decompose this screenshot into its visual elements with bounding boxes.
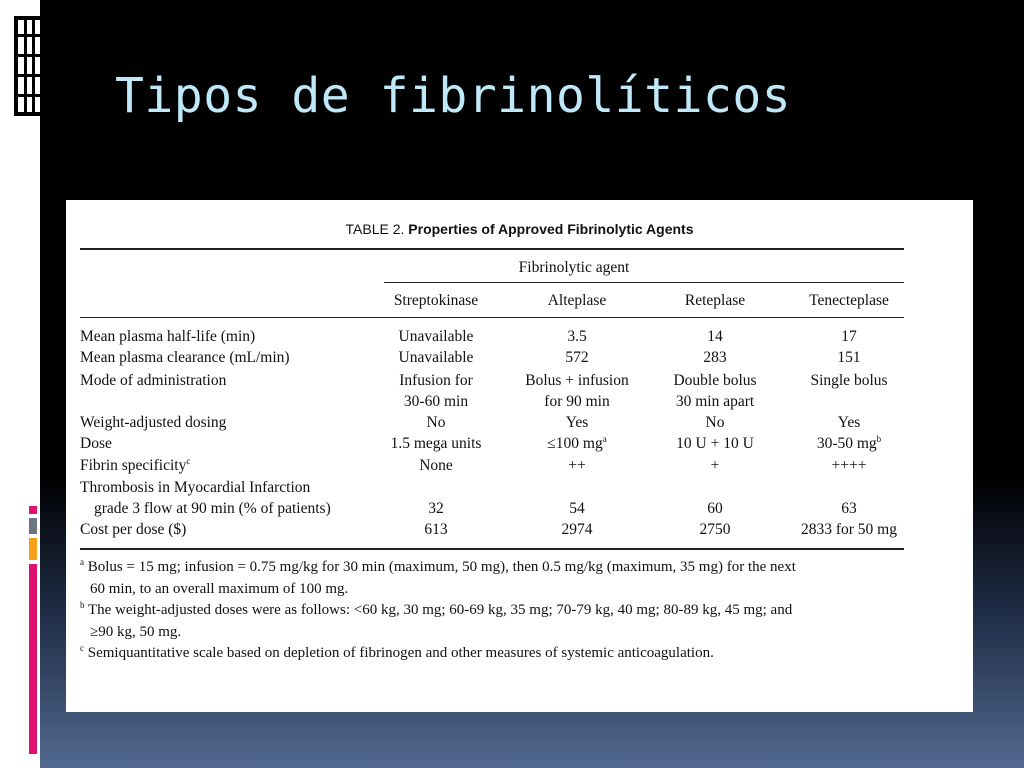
cell-text: ≤100 mg	[547, 435, 603, 452]
footnote-mark: b	[80, 600, 85, 610]
table-cell: Unavailable	[398, 328, 474, 345]
footnote-c	[80, 643, 910, 665]
table-cell: Unavailable	[398, 349, 474, 366]
footnote-line	[80, 600, 910, 622]
top-rule	[80, 248, 904, 250]
caption-title: Properties of Approved Fibrinolytic Agents	[408, 221, 694, 237]
table-cell: 63	[841, 500, 857, 517]
row-label-half-life: Mean plasma half-life (min)	[80, 328, 256, 345]
table-cell: 1.5 mega units	[390, 435, 482, 452]
row-label-timi: Thrombosis in Myocardial Infarction	[80, 479, 311, 496]
table-cell: No	[705, 414, 725, 431]
table-cell: 151	[837, 349, 861, 366]
footnote-text: Semiquantitative scale based on depletion of fibrinogen and other measures of systemic anticoagulation.	[87, 645, 714, 661]
column-header-alteplase: Alteplase	[547, 292, 607, 309]
table-cell: 3.5	[567, 328, 587, 345]
table-image-panel	[66, 200, 973, 712]
column-header-tenecteplase: Tenecteplase	[809, 292, 889, 309]
table-cell: None	[419, 457, 453, 474]
left-decor-strip	[0, 0, 40, 768]
table-cell: ++++	[831, 457, 867, 474]
group-rule	[384, 282, 904, 283]
table-cell: 60	[707, 500, 723, 517]
table-cell: 2974	[561, 521, 593, 538]
table-cell: 613	[424, 521, 448, 538]
table-cell	[779, 433, 919, 454]
table-cell: Yes	[565, 414, 589, 431]
table-cell: 54	[569, 500, 585, 517]
table-cell: for 90 min	[544, 393, 610, 410]
header-rule	[80, 317, 904, 318]
row-label-clearance: Mean plasma clearance (mL/min)	[80, 349, 290, 366]
footnote-mark: c	[80, 643, 84, 653]
row-label-cost: Cost per dose ($)	[80, 521, 187, 538]
cell-text: 30-50 mg	[816, 435, 877, 452]
footnote-line: ≥90 kg, 50 mg.	[90, 623, 182, 640]
row-label-timi-line2: grade 3 flow at 90 min (% of patients)	[94, 500, 331, 517]
table-cell: 30-60 min	[403, 393, 469, 410]
slide-title: Tipos de fibrinolíticos	[115, 68, 792, 124]
accent-bar-pink-long	[29, 564, 37, 754]
table-cell: 30 min apart	[675, 393, 755, 410]
table-cell: 17	[841, 328, 857, 345]
accent-bar-pink	[29, 506, 37, 514]
accent-bar-orange	[29, 538, 37, 560]
footnote-mark: a	[80, 557, 84, 567]
table-cell: Infusion for	[399, 372, 473, 389]
table-cell: 14	[707, 328, 723, 345]
table-cell: 10 U + 10 U	[676, 435, 754, 452]
label-text: Fibrin specificity	[80, 457, 187, 474]
row-label-weight-adjusted: Weight-adjusted dosing	[80, 414, 227, 431]
footnote-line	[80, 643, 910, 665]
table-cell	[507, 433, 647, 454]
accent-bar-gray	[29, 518, 37, 534]
window-logo-icon	[14, 16, 40, 116]
footnote-mark: a	[602, 433, 607, 444]
table-cell: Bolus + infusion	[525, 372, 629, 389]
footnote-mark: b	[876, 433, 882, 444]
caption-prefix: TABLE 2.	[345, 221, 405, 237]
table-cell: ++	[568, 457, 586, 474]
footnote-line: 60 min, to an overall maximum of 100 mg.	[90, 580, 349, 597]
footnote-a	[80, 557, 910, 600]
row-label-mode: Mode of administration	[80, 372, 227, 389]
row-label-dose: Dose	[80, 435, 112, 452]
column-header-streptokinase: Streptokinase	[393, 292, 479, 309]
row-label-fibrin-specificity	[80, 455, 190, 476]
table-cell: No	[426, 414, 446, 431]
table-cell: 283	[703, 349, 727, 366]
footnote-b	[80, 600, 910, 643]
bottom-rule	[80, 548, 904, 550]
table-cell: 572	[565, 349, 589, 366]
group-header: Fibrinolytic agent	[518, 259, 630, 276]
footnote-text: The weight-adjusted doses were as follows: <60 kg, 30 mg; 60-69 kg, 35 mg; 70-79 kg, 40 mg; 80-89 kg, 45 mg; and	[87, 602, 793, 618]
footnote-line	[80, 557, 910, 579]
table-caption	[66, 221, 973, 237]
table-cell: Double bolus	[673, 372, 757, 389]
table-cell: Single bolus	[810, 372, 888, 389]
table-cell: +	[710, 457, 720, 474]
table-cell: 2833 for 50 mg	[800, 521, 897, 538]
table-cell: 2750	[699, 521, 731, 538]
table-cell: 32	[428, 500, 444, 517]
column-header-reteplase: Reteplase	[684, 292, 746, 309]
footnote-mark: c	[186, 455, 191, 466]
footnote-text: Bolus = 15 mg; infusion = 0.75 mg/kg for 30 min (maximum, 50 mg), then 0.5 mg/kg (maximum, 35 mg) for the next	[87, 559, 796, 575]
table-cell: Yes	[837, 414, 861, 431]
